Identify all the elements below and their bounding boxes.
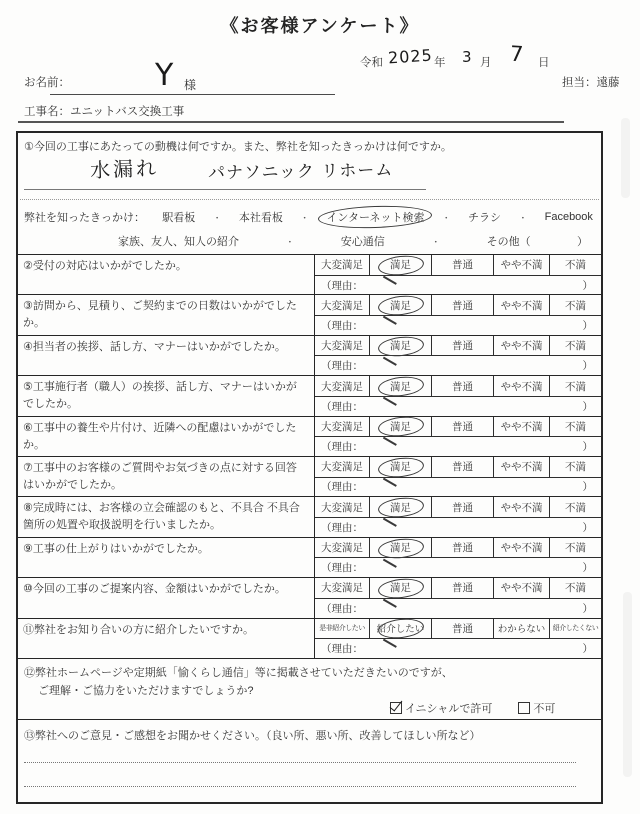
rating-option[interactable] (370, 255, 432, 275)
rating-option[interactable] (494, 376, 550, 396)
rating-option[interactable] (315, 255, 370, 275)
options-row (315, 376, 601, 397)
options-row (315, 619, 601, 640)
project-name: 工事名：ユニットバス交換工事 (24, 106, 185, 118)
rating-option[interactable] (370, 619, 432, 639)
question-cell (18, 619, 315, 658)
rating-option[interactable] (494, 336, 550, 356)
rating-cell (315, 255, 601, 294)
reason-open-label: （理由： (321, 602, 363, 615)
scan-artifact (623, 592, 632, 777)
rating-option[interactable] (494, 295, 550, 315)
rating-option-label: 大変満足 (321, 582, 363, 595)
rating-option[interactable] (315, 417, 370, 437)
other-option-close-paren: ） (576, 236, 588, 248)
allow-label: イニシャルで許可 (405, 702, 493, 715)
rating-option-label: 満足 (390, 542, 411, 555)
rating-option[interactable] (370, 336, 432, 356)
question-number: ⑨ (23, 542, 33, 555)
handwritten-circle-mark (377, 415, 425, 439)
rating-option[interactable] (550, 578, 601, 598)
rating-option-label: 不満 (565, 420, 586, 433)
question-cell (18, 497, 315, 536)
rating-cell (315, 376, 601, 415)
reason-open-label: （理由： (321, 521, 363, 534)
reason-open-label: （理由： (321, 319, 363, 332)
question-12-line2: ご理解・ご協力をいただけますでしょうか? (38, 684, 254, 697)
rating-option-label: やや不満 (500, 461, 543, 474)
rating-option-label: 普通 (452, 501, 473, 514)
reason-open-label: （理由： (321, 279, 363, 292)
question-number: ④ (23, 340, 33, 353)
reason-close-label: ） (582, 400, 593, 413)
reason-write-in-row[interactable] (315, 437, 601, 456)
rating-option-label: 普通 (452, 420, 473, 433)
reason-close-label: ） (582, 319, 593, 332)
options-row (315, 457, 601, 478)
rating-row (18, 295, 601, 335)
question-text: 今回の工事のご提案内容、金額はいかがでしたか。 (32, 583, 286, 596)
deny-label: 不可 (533, 702, 556, 715)
reason-close-label: ） (582, 643, 593, 656)
question-text: 受付の対応はいかがでしたか。 (32, 260, 187, 272)
rating-option[interactable] (432, 295, 494, 315)
reason-close-label: ） (582, 360, 593, 373)
option-separator-dot: ・ (431, 236, 441, 247)
rating-option-label: 大変満足 (321, 380, 363, 393)
question-13-text: ⑬弊社へのご意見・ご感想をお聞かせください。（良い所、悪い所、改善してほしい所など） (24, 729, 481, 742)
name-honorific: 様 (184, 78, 197, 92)
question-text: 工事施行者（職人）の挨拶、話し方、マナーはいかがでしたか。 (23, 381, 297, 411)
rating-option-label: 紹介したい (376, 624, 425, 636)
rating-option[interactable] (432, 538, 494, 558)
rating-option-label: 普通 (452, 542, 473, 555)
rating-option[interactable] (550, 497, 601, 517)
reason-close-label: ） (582, 521, 593, 534)
rating-cell (315, 497, 601, 536)
reason-close-label: ） (582, 279, 593, 292)
question-number: ⑧ (23, 502, 33, 515)
reason-open-label: （理由： (321, 643, 363, 656)
rating-row (18, 376, 601, 416)
rating-option[interactable] (432, 417, 494, 437)
date-line (350, 41, 600, 74)
reason-write-in-row[interactable] (315, 397, 601, 416)
question-number: ⑦ (23, 461, 33, 474)
name-label: お名前： (24, 77, 70, 89)
reason-write-in-row[interactable] (315, 356, 601, 375)
question-cell (18, 255, 315, 294)
rating-option-label: やや不満 (500, 420, 543, 433)
known-source-option[interactable]: 駅看板 (162, 212, 196, 224)
rating-option-label: 不満 (565, 380, 586, 393)
rating-option[interactable] (432, 336, 494, 356)
reason-close-label: ） (582, 481, 593, 494)
question-text: 訪問から、見積り、ご契約までの日数はいかがでしたか。 (23, 300, 297, 330)
rating-option-label: 満足 (390, 340, 411, 353)
era-label: 令和 (360, 57, 383, 69)
rating-option[interactable] (432, 376, 494, 396)
rating-option-label: 不満 (565, 299, 586, 312)
rating-option[interactable] (550, 255, 601, 275)
known-source-option[interactable]: 家族、友人、知人の紹介 (118, 236, 239, 248)
rating-option[interactable] (494, 538, 550, 558)
handwritten-circle-mark (377, 375, 425, 399)
rating-option-label: 大変満足 (321, 461, 363, 474)
handwritten-circle-mark (377, 536, 425, 560)
rating-option-label: 是非紹介したい (319, 625, 365, 633)
rating-option[interactable] (370, 538, 432, 558)
rating-option-label: 満足 (390, 380, 411, 393)
reason-write-in-row[interactable] (315, 276, 601, 295)
rating-option[interactable] (370, 457, 432, 477)
option-separator-dot: ・ (441, 212, 451, 223)
rating-row (18, 578, 601, 618)
question-text: 工事中の養生や片付け、近隣への配慮はいかがでしたか。 (23, 421, 297, 451)
rating-option[interactable] (494, 255, 550, 275)
rating-option-label: やや不満 (500, 380, 543, 393)
rating-option-label: 不満 (565, 542, 586, 555)
rating-row (18, 336, 601, 376)
rating-cell (315, 457, 601, 496)
rating-option[interactable] (315, 295, 370, 315)
known-source-option[interactable]: Facebook (544, 211, 593, 223)
rating-option-label: 不満 (565, 582, 586, 595)
rating-cell (315, 417, 601, 456)
day-unit-label: 日 (538, 57, 550, 69)
rating-option-label: 大変満足 (321, 501, 363, 514)
reason-open-label: （理由： (321, 481, 363, 494)
rating-option[interactable] (494, 417, 550, 437)
rating-option-label: 不満 (565, 340, 586, 353)
question-cell (18, 538, 315, 577)
known-source-option[interactable]: 安心通信 (340, 236, 385, 248)
option-separator-dot: ・ (285, 236, 295, 247)
rating-option-label: やや不満 (500, 542, 543, 555)
rating-option-label: 普通 (452, 622, 473, 635)
name-underline (50, 94, 335, 95)
rating-option[interactable] (550, 376, 601, 396)
reason-close-label: ） (582, 441, 593, 454)
survey-table (16, 131, 603, 804)
rating-option-label: 大変満足 (321, 542, 363, 555)
rating-cell (315, 295, 601, 334)
rating-option-label: 満足 (390, 582, 411, 595)
question-number: ② (23, 260, 33, 272)
rating-option[interactable] (315, 578, 370, 598)
handwritten-circle-mark (377, 577, 425, 601)
day-handwritten[interactable]: 7 (509, 41, 524, 67)
question-cell (18, 578, 315, 617)
rating-option[interactable] (370, 578, 432, 598)
month-handwritten[interactable]: 3 (462, 48, 472, 66)
rating-option-label: わからない (497, 624, 546, 636)
question-text: 工事中のお客様のご質問やお気づきの点に対する回答はいかがでしたか。 (23, 461, 297, 491)
rating-option[interactable] (370, 376, 432, 396)
options-row (315, 497, 601, 518)
rating-option-label: 満足 (390, 259, 411, 272)
rating-option[interactable] (494, 457, 550, 477)
reason-open-label: （理由： (321, 400, 363, 413)
reason-close-label: ） (582, 562, 593, 575)
reason-write-in-row[interactable] (315, 599, 601, 618)
option-separator-dot: ・ (518, 212, 528, 223)
known-sources-line1 (24, 209, 593, 225)
rating-option[interactable] (432, 457, 494, 477)
question-cell (18, 457, 315, 496)
rating-option-label: 普通 (452, 299, 473, 312)
question-1-text: ①今回の工事にあたっての動機は何ですか。また、弊社を知ったきっかけは何ですか。 (24, 141, 452, 153)
reason-open-label: （理由： (321, 360, 363, 373)
rating-option-label: 大変満足 (321, 420, 363, 433)
question-cell (18, 295, 315, 334)
rating-option-label: 普通 (452, 461, 473, 474)
rating-option-label: 満足 (390, 299, 411, 312)
dotted-separator (20, 199, 599, 200)
options-row (315, 417, 601, 438)
permission-choices (390, 700, 555, 716)
question-text: 弊社をお知り合いの方に紹介したいですか。 (34, 623, 254, 636)
month-unit-label: 月 (480, 57, 492, 69)
rating-option[interactable] (432, 619, 494, 639)
question-12-line1: ⑫弊社ホームページや定期紙「愉くらし通信」等に掲載させていただきたいのですが、 (24, 666, 453, 679)
year-handwritten[interactable]: 2025 (387, 45, 434, 68)
reason-write-in-row[interactable] (315, 558, 601, 577)
option-separator-dot: ・ (300, 212, 310, 223)
rating-option[interactable] (494, 578, 550, 598)
options-row (315, 295, 601, 316)
handwritten-circle-mark (377, 294, 425, 318)
rating-option[interactable] (315, 457, 370, 477)
source-handwritten-answer[interactable]: パナソニック リホーム (207, 160, 394, 184)
rating-option[interactable] (315, 376, 370, 396)
project-underline (18, 121, 564, 123)
rating-option[interactable] (315, 538, 370, 558)
rating-option[interactable] (550, 417, 601, 437)
rating-option-label: 満足 (390, 461, 411, 474)
rating-option-label: やや不満 (500, 299, 543, 312)
rating-cell (315, 336, 601, 375)
rating-option[interactable] (432, 497, 494, 517)
rating-option-label: やや不満 (500, 340, 543, 353)
rating-option[interactable] (494, 619, 550, 639)
question-text: 完成時には、お客様の立会確認のもと、不具合 不具合箇所の処置や取扱説明を行いましたか。 (23, 502, 300, 532)
question-cell (18, 376, 315, 415)
handwritten-circle-mark (377, 253, 425, 277)
comment-write-line-1[interactable] (24, 762, 576, 764)
scan-artifact (621, 118, 630, 198)
reason-open-label: （理由： (321, 441, 363, 454)
comment-write-line-2[interactable] (24, 786, 576, 788)
rating-cell (315, 619, 601, 658)
form-title: 《お客様アンケート》 (220, 16, 420, 36)
rating-option-label: 不満 (565, 259, 586, 272)
rating-option-label: 不満 (565, 501, 586, 514)
question-13-cell (18, 720, 601, 802)
question-number: ⑥ (23, 421, 33, 434)
known-sources-label: 弊社を知ったきっかけ： (24, 212, 145, 224)
rating-option[interactable] (550, 336, 601, 356)
handwritten-circle-mark (377, 455, 425, 479)
year-unit-label: 年 (434, 57, 446, 69)
rating-option-label: 大変満足 (321, 340, 363, 353)
reason-write-in-row[interactable] (315, 478, 601, 497)
staff-in-charge: 担当：遠藤 (562, 77, 620, 89)
question-12-cell (18, 659, 601, 720)
rating-option[interactable] (550, 457, 601, 477)
name-handwritten[interactable]: Y (155, 58, 174, 93)
options-row (315, 336, 601, 357)
reason-close-label: ） (582, 602, 593, 615)
rating-option-label: やや不満 (500, 259, 543, 272)
rating-option[interactable] (315, 619, 370, 639)
rating-option-label: 満足 (390, 501, 411, 514)
question-1-cell (18, 133, 601, 255)
question-number: ⑩ (23, 583, 33, 596)
question-number: ⑤ (23, 381, 33, 394)
rating-option-label: 普通 (452, 340, 473, 353)
rating-option[interactable] (550, 295, 601, 315)
question-text: 担当者の挨拶、話し方、マナーはいかがでしたか。 (32, 340, 286, 353)
known-source-option[interactable]: チラシ (468, 212, 502, 224)
rating-option[interactable] (550, 619, 601, 639)
rating-option-label: やや不満 (500, 582, 543, 595)
handwritten-circle-mark (377, 496, 425, 520)
rating-row (18, 255, 601, 295)
options-row (315, 255, 601, 276)
reason-write-in-row[interactable] (315, 316, 601, 335)
rating-cell (315, 578, 601, 617)
rating-option[interactable] (370, 497, 432, 517)
rating-option[interactable] (315, 497, 370, 517)
handwritten-circle-mark (377, 334, 425, 358)
reason-write-in-row[interactable] (315, 639, 601, 658)
rating-option-label: やや不満 (500, 501, 543, 514)
known-source-option[interactable]: その他（ (486, 236, 531, 248)
rating-row (18, 619, 601, 659)
rating-row (18, 417, 601, 457)
allow-checkbox-checked[interactable] (390, 702, 402, 714)
rating-option[interactable] (315, 336, 370, 356)
rating-option[interactable] (550, 538, 601, 558)
rating-row (18, 497, 601, 537)
rating-rows (18, 255, 601, 659)
rating-option-label: 大変満足 (321, 259, 363, 272)
rating-option-label: 不満 (565, 461, 586, 474)
question-number: ⑪ (23, 623, 34, 636)
question-number: ③ (23, 300, 33, 313)
rating-option-label: 普通 (452, 380, 473, 393)
rating-option[interactable] (494, 497, 550, 517)
known-source-option[interactable]: 本社看板 (238, 212, 283, 224)
rating-row (18, 538, 601, 578)
rating-cell (315, 538, 601, 577)
rating-option[interactable] (370, 417, 432, 437)
rating-option[interactable] (370, 295, 432, 315)
rating-option-label: 普通 (452, 259, 473, 272)
rating-option-label: 普通 (452, 582, 473, 595)
question-text: 工事の仕上がりはいかがでしたか。 (32, 542, 209, 555)
rating-option[interactable] (432, 255, 494, 275)
reason-write-in-row[interactable] (315, 518, 601, 537)
answer-underline[interactable] (24, 189, 426, 190)
option-separator-dot: ・ (212, 212, 222, 223)
options-row (315, 538, 601, 559)
rating-option[interactable] (432, 578, 494, 598)
known-sources-line2 (118, 233, 588, 249)
question-cell (18, 336, 315, 375)
rating-option-label: 満足 (390, 420, 411, 433)
rating-option-label: 大変満足 (321, 299, 363, 312)
options-row (315, 578, 601, 599)
motive-handwritten-answer[interactable]: 水漏れ (89, 155, 160, 183)
deny-checkbox[interactable] (518, 702, 530, 714)
known-source-option-circled[interactable]: インターネット検索 (326, 209, 424, 225)
question-cell (18, 417, 315, 456)
rating-row (18, 457, 601, 497)
reason-open-label: （理由： (321, 562, 363, 575)
rating-option-label: 紹介したくない (552, 625, 599, 633)
